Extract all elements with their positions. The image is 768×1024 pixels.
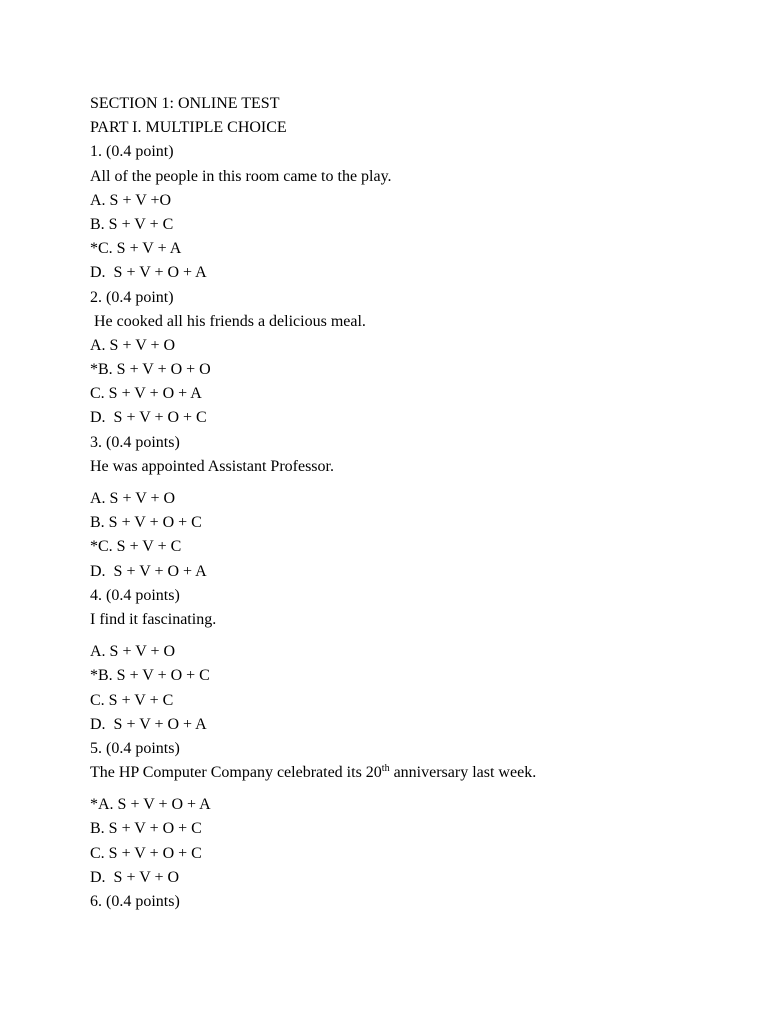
question-4 — [90, 584, 730, 737]
option-d: D. S + V + O — [90, 868, 180, 886]
question-header: 5. (0.4 points) — [90, 739, 180, 757]
option-a: *A. S + V + O + A — [90, 796, 211, 814]
option-c: *C. S + V + A — [90, 240, 182, 258]
option-a: A. S + V + O — [90, 643, 176, 661]
spacer — [90, 785, 730, 793]
spacer — [90, 479, 730, 487]
option-b: *B. S + V + O + C — [90, 667, 210, 685]
question-header: 2. (0.4 point) — [90, 288, 174, 306]
question-5 — [90, 737, 730, 890]
option-b: B. S + V + O + C — [90, 514, 202, 532]
question-header: 1. (0.4 point) — [90, 143, 174, 161]
question-text-end: anniversary last week. — [389, 764, 537, 782]
test-document — [90, 92, 730, 914]
option-c: C. S + V + C — [90, 691, 174, 709]
question-text — [90, 761, 730, 785]
question-header: 3. (0.4 points) — [90, 433, 180, 451]
question-2 — [90, 286, 730, 431]
ordinal-suffix: th — [381, 763, 390, 775]
question-3 — [90, 431, 730, 584]
question-1 — [90, 140, 730, 285]
question-text: He was appointed Assistant Professor. — [90, 457, 334, 475]
question-header: 6. (0.4 points) — [90, 893, 180, 910]
question-text: I find it fascinating. — [90, 610, 217, 628]
question-6 — [90, 890, 730, 914]
option-b: B. S + V + O + C — [90, 820, 202, 838]
question-header: 4. (0.4 points) — [90, 586, 180, 604]
question-text: He cooked all his friends a delicious meal. — [90, 312, 366, 330]
option-b: B. S + V + C — [90, 215, 174, 233]
option-d: D. S + V + O + A — [90, 562, 207, 580]
option-c: *C. S + V + C — [90, 538, 182, 556]
option-d: D. S + V + O + A — [90, 715, 207, 733]
question-text-start: The HP Computer Company celebrated its 20 — [90, 764, 382, 782]
option-a: A. S + V + O — [90, 490, 176, 507]
section-title: SECTION 1: ONLINE TEST — [90, 95, 280, 112]
option-c: C. S + V + O + A — [90, 385, 202, 403]
option-d: D. S + V + O + C — [90, 409, 207, 427]
option-d: D. S + V + O + A — [90, 264, 207, 282]
spacer — [90, 632, 730, 640]
part-title: PART I. MULTIPLE CHOICE — [90, 119, 287, 137]
option-b: *B. S + V + O + O — [90, 361, 211, 379]
question-text: All of the people in this room came to the play. — [90, 167, 392, 185]
option-c: C. S + V + O + C — [90, 844, 202, 862]
option-a: A. S + V + O — [90, 336, 176, 354]
option-a: A. S + V +O — [90, 191, 172, 209]
